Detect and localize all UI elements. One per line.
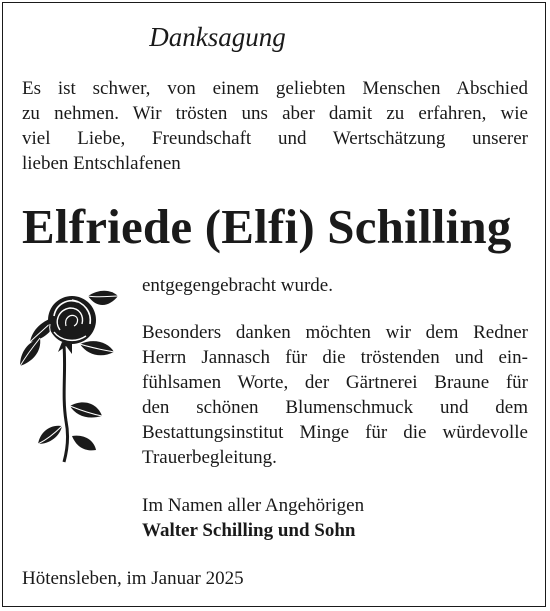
thanks-line: fühlsamen Worte, der Gärtnerei Braune für — [142, 372, 528, 393]
intro-line: lieben Entschlafenen — [22, 153, 181, 174]
intro-line: zu nehmen. Wir trösten uns aber damit zu erfahren, wie — [22, 103, 528, 124]
received-line: entgegengebracht wurde. — [142, 275, 333, 296]
thanks-line: den schönen Blumenschmuck und dem — [142, 397, 528, 418]
signature-block — [142, 493, 528, 543]
place-date: Hötensleben, im Januar 2025 — [22, 568, 244, 589]
thanks-paragraph — [142, 320, 528, 470]
intro-line: viel Liebe, Freundschaft und Wertschätzung unserer — [22, 128, 528, 149]
on-behalf-line: Im Namen aller Angehörigen — [142, 495, 365, 516]
signer-name: Walter Schilling und Sohn — [142, 520, 356, 541]
thanks-line: Trauerbegleitung. — [142, 447, 277, 468]
intro-line: Es ist schwer, von einem geliebten Menschen Abschied — [22, 78, 528, 99]
thanks-line: Besonders danken möchten wir dem Redner — [142, 322, 528, 343]
thanks-line: Herrn Jannasch für die tröstenden und ein- — [142, 347, 528, 368]
received-paragraph — [142, 273, 528, 298]
intro-paragraph — [22, 76, 528, 176]
thanks-line: Bestattungsinstitut Minge für die würdevolle — [142, 422, 528, 443]
notice-heading: Danksagung — [149, 22, 286, 52]
deceased-name: Elfriede (Elfi) Schilling — [22, 199, 512, 254]
rose-icon — [14, 286, 122, 464]
